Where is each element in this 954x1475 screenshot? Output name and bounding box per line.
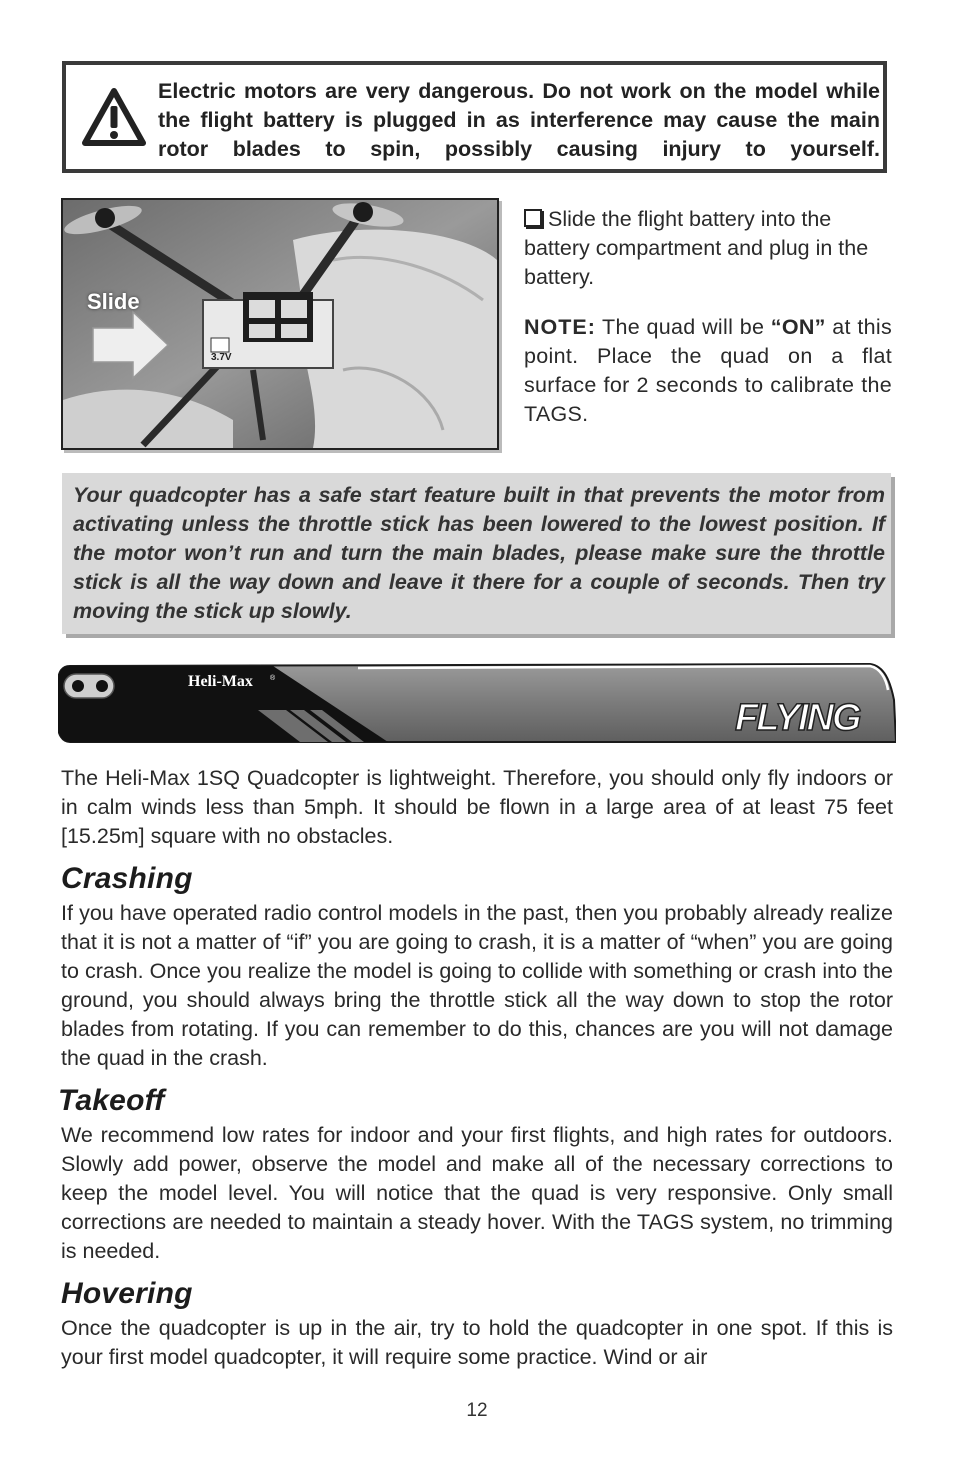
safe-start-tip-box xyxy=(62,473,891,634)
intro-paragraph: The Heli-Max 1SQ Quadcopter is lightweight. Therefore, you should only fly indoors or in calm winds less than 5mph. It should be flown in a large area of at least 75 feet [15.25m] square with no obstacles. xyxy=(61,766,893,848)
note-text-after: at this point. Place the quad on a flat surface for 2 seconds to calibrate the TAGS. xyxy=(524,315,892,426)
takeoff-paragraph: We recommend low rates for indoor and your first flights, and high rates for outdoors. Slowly add power, observe the model and make all of the necessary corrections to keep the model level. You will notice that the quad is very responsive. Only small corrections are needed to maintain a steady hover. With the TAGS system, no trimming is needed. xyxy=(61,1123,893,1263)
hovering-heading: Hovering xyxy=(61,1277,193,1310)
checkbox-icon[interactable] xyxy=(524,209,542,227)
warning-text: Electric motors are very dangerous. Do not work on the model while the flight battery is plugged in as interference may cause the main rotor blades to spin, possibly causing injury to yourself. xyxy=(158,79,880,161)
hovering-paragraph: Once the quadcopter is up in the air, try to hold the quadcopter in one spot. If this is your first model quadcopter, it will require some practice. Wind or air xyxy=(61,1316,893,1369)
battery-voltage-label: 3.7V xyxy=(211,352,232,363)
crashing-paragraph: If you have operated radio control models in the past, then you probably already realize that it is not a matter of “if” you are going to crash, it is a matter of “when” you are going to crash. Once you realize the model is going to collide with something or crash into the ground, you should always bring the throttle stick all the way down to stop the rotor blades from rotating. If you can remember to do this, chances are you will not damage the quad in the crash. xyxy=(61,901,893,1070)
banner-title: FLYING xyxy=(735,697,860,739)
crashing-heading: Crashing xyxy=(61,862,193,895)
note-paragraph xyxy=(524,313,892,429)
photo-illustration xyxy=(63,200,497,448)
photo-slide-label: Slide xyxy=(87,289,140,314)
safe-start-tip-text: Your quadcopter has a safe start feature built in that prevents the motor from activating unless the throttle stick has been lowered to the lowest position. If the motor won’t run and turn the main blades, please make sure the throttle stick is all the way down and leave it there for a couple of seconds. Then try moving the stick up slowly. xyxy=(73,483,885,623)
takeoff-heading: Takeoff xyxy=(58,1084,165,1117)
note-on-text: “ON” xyxy=(770,315,826,339)
step-instruction xyxy=(524,205,892,292)
note-text-before: The quad will be xyxy=(602,315,765,339)
battery-install-photo xyxy=(61,198,499,450)
note-label: NOTE: xyxy=(524,315,596,339)
warning-triangle-icon xyxy=(82,87,146,147)
step-text: Slide the flight battery into the battery compartment and plug in the battery. xyxy=(524,207,869,289)
banner-brand: Heli-Max xyxy=(188,673,253,690)
banner-registered-mark: ® xyxy=(270,675,276,682)
warning-box xyxy=(62,61,887,173)
page-number: 12 xyxy=(466,1400,488,1421)
flying-section-banner xyxy=(58,660,896,746)
